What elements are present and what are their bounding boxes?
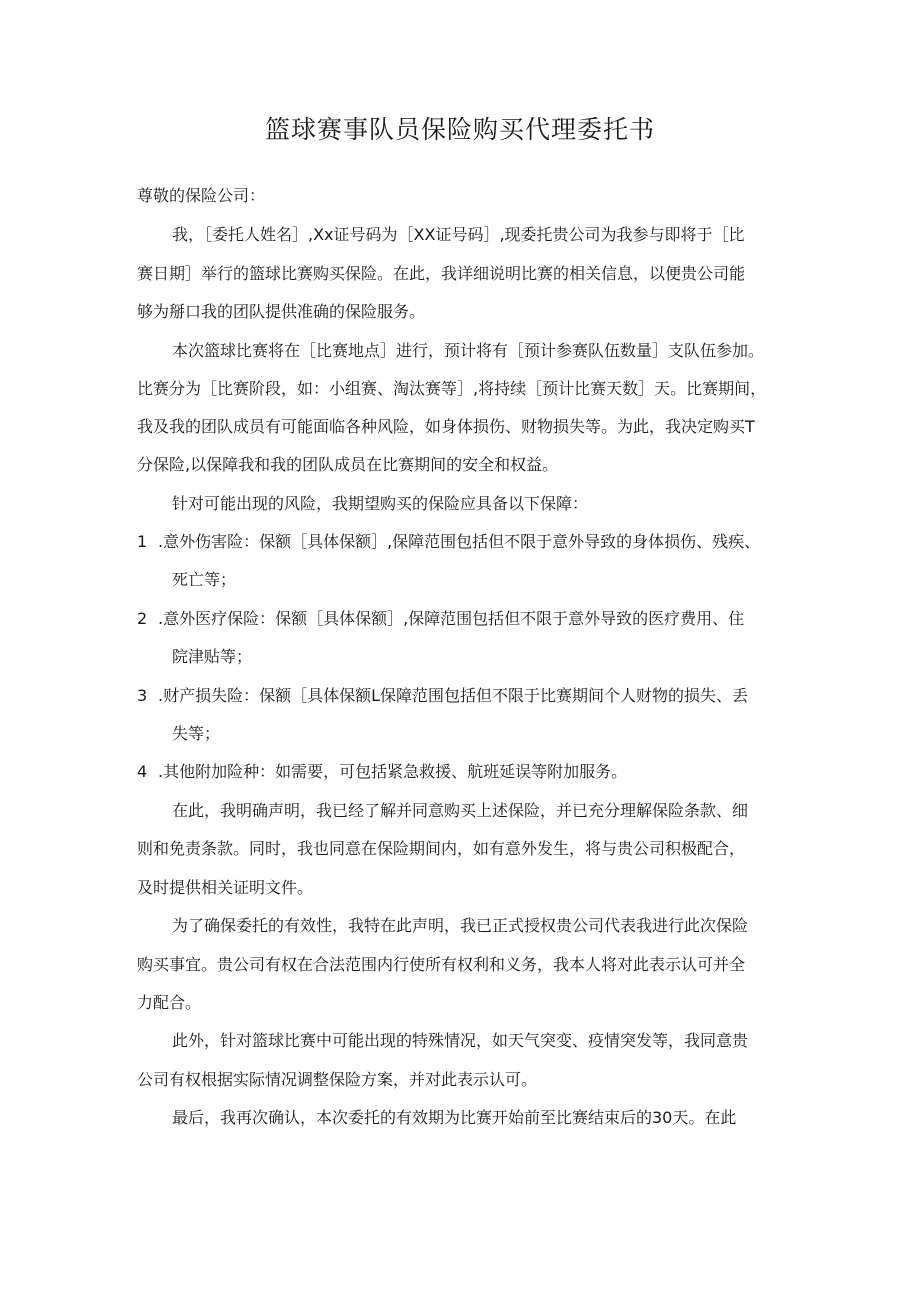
list-item-2-line-1: .意外医疗保险：保额［具体保额］,保障范围包括但不限于意外导致的医疗费用、住 — [158, 609, 745, 628]
list-item-3-line-1: .财产损失险：保额［具体保额L保障范围包括但不限于比赛期间个人财物的损失、丢 — [158, 686, 749, 705]
list-item-1-line-1: .意外伤害险：保额［具体保额］,保障范围包括但不限于意外导致的身体损伤、残疾、 — [158, 532, 761, 551]
list-item-number: 2 — [137, 609, 148, 628]
list-item-4-line-1: .其他附加险种：如需要，可包括紧急救援、航班延误等附加服务。 — [158, 762, 628, 781]
list-item-2-line-2: 院津贴等； — [172, 647, 253, 666]
document-title: 篮球赛事队员保险购买代理委托书 — [264, 115, 655, 144]
paragraph-2-line-2: 比赛分为［比赛阶段，如：小组赛、淘汰赛等］,将持续［预计比赛天数］天。比赛期间， — [137, 379, 767, 398]
paragraph-6-line-2: 公司有权根据实际情况调整保险方案，并对此表示认可。 — [137, 1070, 538, 1089]
paragraph-2-line-3: 我及我的团队成员有可能面临各种风险，如身体损伤、财物损失等。为此，我决定购买T — [137, 417, 755, 436]
list-item-number: 4 — [137, 762, 148, 781]
paragraph-1-line-3: 够为掰口我的团队提供准确的保险服务。 — [137, 302, 426, 321]
paragraph-1-line-1: 我，［委托人姓名］,Xx证号码为［XX证号码］,现委托贵公司为我参与即将于［比 — [172, 225, 745, 244]
list-item-3-line-2: 失等； — [172, 724, 221, 743]
paragraph-4-line-3: 及时提供相关证明文件。 — [137, 878, 314, 897]
paragraph-5-line-3: 力配合。 — [137, 993, 202, 1012]
paragraph-6-line-1: 此外，针对篮球比赛中可能出现的特殊情况，如天气突变、疫情突发等，我同意贵 — [172, 1031, 749, 1050]
paragraph-5-line-2: 购买事宜。贵公司有权在合法范围内行使所有权利和义务，我本人将对此表示认可并全 — [137, 955, 746, 974]
paragraph-5-line-1: 为了确保委托的有效性，我特在此声明，我已正式授权贵公司代表我进行此次保险 — [172, 916, 749, 935]
paragraph-7-line-1: 最后，我再次确认，本次委托的有效期为比赛开始前至比赛结束后的30天。在此 — [172, 1108, 737, 1127]
paragraph-4-line-2: 则和免责条款。同时，我也同意在保险期间内，如有意外发生，将与贵公司积极配合， — [137, 839, 746, 858]
paragraph-4-line-1: 在此，我明确声明，我已经了解并同意购买上述保险，并已充分理解保险条款、细 — [172, 801, 749, 820]
list-item-1-line-2: 死亡等； — [172, 570, 237, 589]
list-item-number: 3 — [137, 686, 148, 705]
paragraph-1-line-2: 赛日期］举行的篮球比赛购买保险。在此，我详细说明比赛的相关信息，以便贵公司能 — [137, 264, 746, 283]
paragraph-3: 针对可能出现的风险，我期望购买的保险应具备以下保障： — [172, 494, 589, 513]
paragraph-2-line-1: 本次篮球比赛将在［比赛地点］进行，预计将有［预计参赛队伍数量］支队伍参加。 — [172, 341, 765, 360]
paragraph-2-line-4: 分保险,以保障我和我的团队成员在比赛期间的安全和权益。 — [137, 455, 559, 474]
list-item-number: 1 — [137, 532, 148, 551]
salutation: 尊敬的保险公司： — [137, 186, 266, 205]
